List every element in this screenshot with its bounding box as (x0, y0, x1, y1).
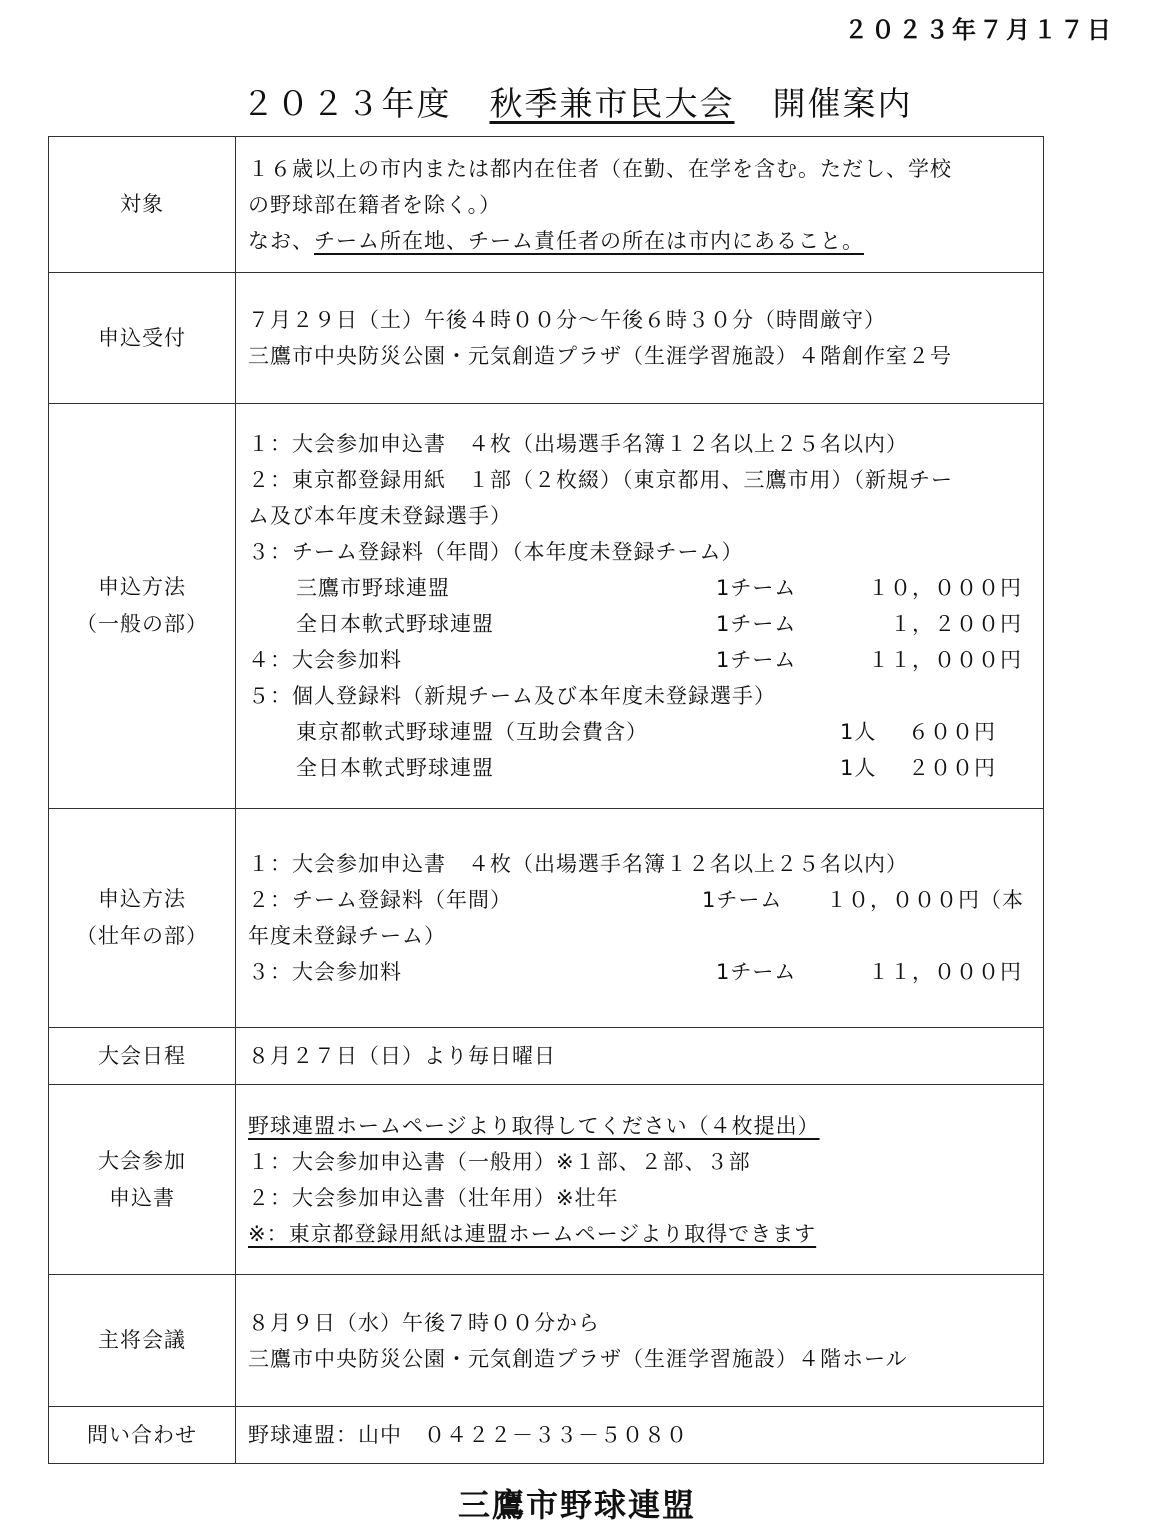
fee-unit: 1チーム (716, 576, 797, 600)
row-reception (49, 273, 1044, 404)
label-schedule: 大会日程 (49, 1028, 236, 1085)
fee-name: ２：チーム登録料（年間） (248, 888, 512, 912)
target-line-1: １６歳以上の市内または都内在住者（在勤、在学を含む。ただし、学校 (248, 156, 952, 181)
form-tokyo-note (248, 1216, 1033, 1252)
fee-unit: 1チーム (716, 612, 797, 636)
form-senior: ２：大会参加申込書（壮年用）※壮年 (248, 1185, 619, 1210)
label-senior-2: （壮年の部） (76, 924, 208, 948)
document-date: ２０２３年７月１７日 (844, 16, 1114, 44)
row-meeting (49, 1275, 1044, 1407)
organizer-name: 三鷹市野球連盟 (457, 1486, 696, 1524)
row-target (49, 137, 1044, 273)
target-line-2: の野球部在籍者を除く。） (248, 192, 502, 217)
fee-name: ４：大会参加料 (248, 648, 402, 672)
contact-text: 野球連盟：山中 ０４２２－３３－５０８０ (248, 1423, 688, 1447)
page-title (0, 78, 1154, 125)
target-note-prefix: なお、 (248, 228, 314, 253)
fee-amount: １０，０００円（本 (826, 888, 1024, 912)
form-general: １：大会参加申込書（一般用）※１部、２部、３部 (248, 1149, 751, 1174)
fee-row-national (248, 606, 1033, 642)
label-contact: 問い合わせ (49, 1407, 236, 1464)
row-schedule (49, 1028, 1044, 1085)
row-senior-method (49, 809, 1044, 1028)
info-table (48, 136, 1044, 1464)
title-event: 秋季兼市民大会 (489, 84, 735, 123)
label-senior-1: 申込方法 (98, 887, 186, 911)
form-download-link-text: 野球連盟ホームページより取得してください（４枚提出） (248, 1113, 820, 1138)
title-suffix: 開催案内 (772, 84, 913, 123)
fee-unit: 1チーム (716, 960, 797, 984)
label-general-2: （一般の部） (76, 612, 208, 636)
label-target: 対象 (49, 137, 236, 273)
fee-name: ３：大会参加料 (248, 960, 402, 984)
content-target (236, 137, 1044, 273)
label-form (49, 1085, 236, 1275)
label-form-2: 申込書 (109, 1185, 175, 1210)
label-form-1: 大会参加 (98, 1148, 186, 1173)
label-general-method (49, 404, 236, 809)
content-reception (236, 273, 1044, 404)
content-senior-method (236, 809, 1044, 1028)
fee-unit: 1人 (840, 756, 877, 780)
fee-amount: ６００円 (908, 720, 996, 744)
fee-unit: 1チーム (716, 648, 797, 672)
fee-row-mitaka (248, 570, 1033, 606)
label-senior-method (49, 809, 236, 1028)
fee-unit: 1人 (840, 720, 877, 744)
fee-amount: １０，０００円 (868, 576, 1022, 600)
row-general-method (49, 404, 1044, 809)
row-form (49, 1085, 1044, 1275)
general-item-2-cont: ム及び本年度未登録選手） (248, 504, 512, 528)
reception-time: ７月２９日（土）午後４時００分～午後６時３０分（時間厳守） (248, 308, 886, 332)
label-meeting: 主将会議 (49, 1275, 236, 1407)
meeting-place: 三鷹市中央防災公園・元気創造プラザ（生涯学習施設）４階ホール (248, 1346, 908, 1371)
general-item-2: ２：東京都登録用紙 １部（２枚綴）（東京都用、三鷹市用）（新規チー (248, 468, 953, 492)
fee-amount: ２００円 (908, 756, 996, 780)
general-item-3: ３：チーム登録料（年間）（本年度未登録チーム） (248, 540, 744, 564)
target-note-underlined: チーム所在地、チーム責任者の所在は市内にあること。 (314, 228, 864, 253)
general-item-5: ５：個人登録料（新規チーム及び本年度未登録選手） (248, 684, 776, 708)
row-contact (49, 1407, 1044, 1464)
general-item-1: １：大会参加申込書 ４枚（出場選手名簿１２名以上２５名以内） (248, 432, 908, 456)
form-tokyo-note-text: ※：東京都登録用紙は連盟ホームページより取得できます (248, 1221, 817, 1246)
title-year: ２０２３年度 (241, 84, 452, 123)
target-line-3 (248, 223, 1033, 259)
senior-item-1: １：大会参加申込書 ４枚（出場選手名簿１２名以上２５名以内） (248, 852, 908, 876)
reception-place: 三鷹市中央防災公園・元気創造プラザ（生涯学習施設）４階創作室２号 (248, 344, 952, 368)
content-schedule (236, 1028, 1044, 1085)
content-general-method (236, 404, 1044, 809)
content-form (236, 1085, 1044, 1275)
fee-unit: 1チーム (702, 888, 783, 912)
fee-amount: １１，０００円 (868, 960, 1022, 984)
label-general-1: 申込方法 (98, 575, 186, 599)
fee-row-entry (248, 642, 1033, 678)
senior-item-2 (248, 882, 1033, 918)
fee-name: 全日本軟式野球連盟 (296, 756, 494, 780)
fee-amount: １，２００円 (868, 612, 1022, 636)
fee-name: 全日本軟式野球連盟 (296, 612, 494, 636)
schedule-text: ８月２７日（日）より毎日曜日 (248, 1044, 556, 1068)
content-meeting (236, 1275, 1044, 1407)
senior-item-3 (248, 954, 1033, 990)
content-contact (236, 1407, 1044, 1464)
fee-name: 東京都軟式野球連盟（互助会費含） (296, 720, 648, 744)
fee-row-tokyo-individual (248, 714, 1033, 750)
senior-item-2-cont: 年度未登録チーム） (248, 924, 446, 948)
fee-row-national-individual (248, 750, 1033, 786)
meeting-time: ８月９日（水）午後７時００分から (248, 1310, 600, 1335)
label-reception: 申込受付 (49, 273, 236, 404)
form-download-note (248, 1108, 1033, 1144)
fee-amount: １１，０００円 (868, 648, 1022, 672)
fee-name: 三鷹市野球連盟 (296, 576, 450, 600)
